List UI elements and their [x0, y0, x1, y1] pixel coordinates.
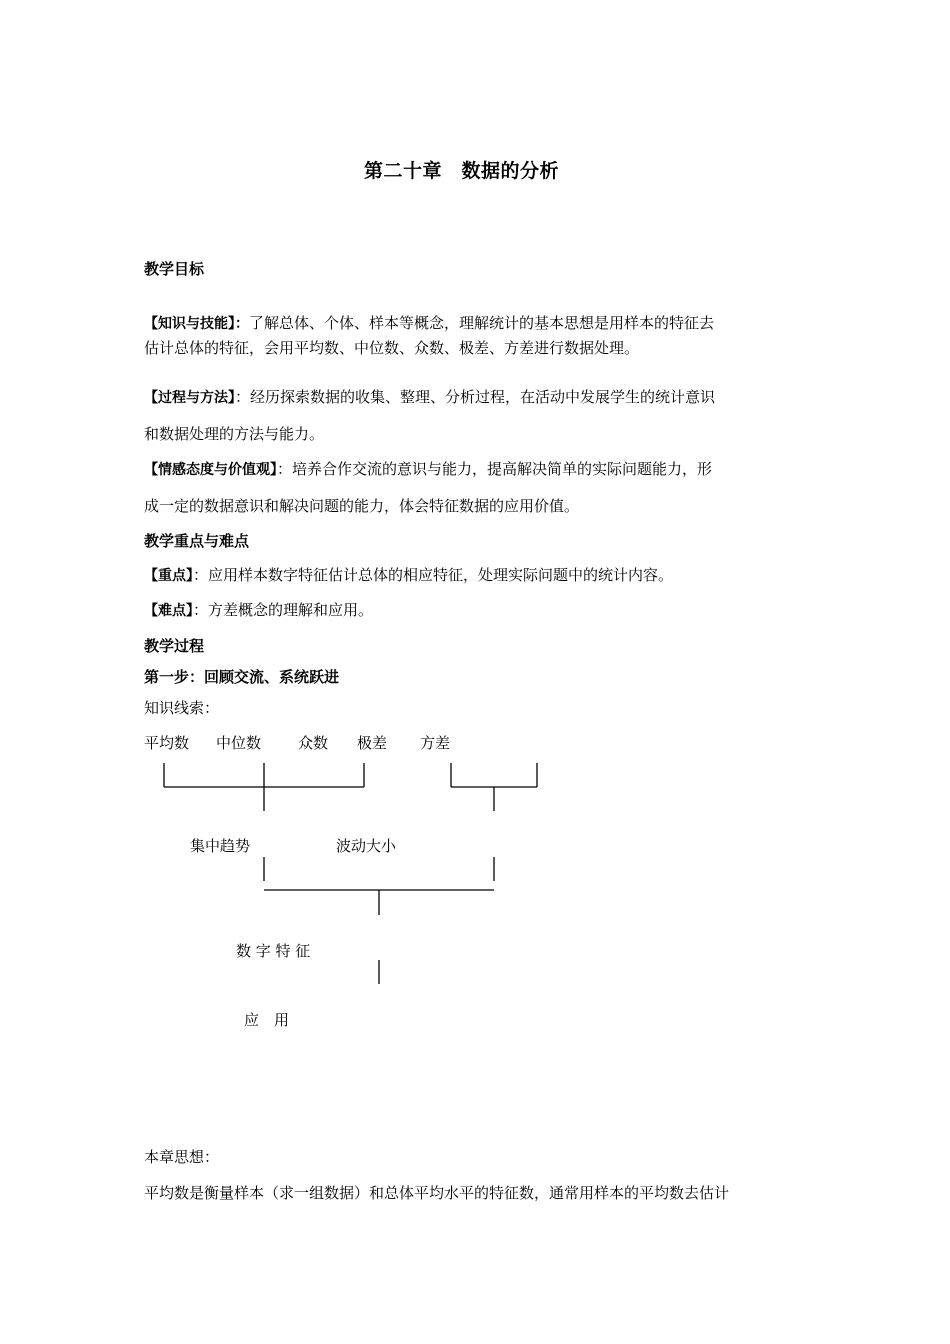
emotion-tag: 【情感态度与价值观】: [144, 462, 277, 478]
process-line1: ：经历探索数据的收集、整理、分析过程，在活动中发展学生的统计意识: [235, 388, 716, 406]
node-range: 极差: [357, 734, 388, 752]
knowledge-line2: 估计总体的特征，会用平均数、中位数、众数、极差、方差进行数据处理。: [144, 339, 640, 357]
difficulty-text: ：方差概念的理解和应用。: [193, 601, 374, 619]
chapter-idea-label: 本章思想：: [144, 1148, 220, 1166]
node-central-tendency: 集中趋势: [190, 837, 251, 855]
node-numeric-features: 数 字 特 征: [236, 942, 311, 960]
page-title: 第二十章 数据的分析: [364, 160, 560, 182]
node-fluctuation: 波动大小: [336, 837, 397, 855]
node-mean: 平均数: [144, 734, 190, 752]
node-median: 中位数: [216, 734, 262, 752]
node-variance: 方差: [420, 734, 451, 752]
objectives-heading: 教学目标: [144, 260, 205, 278]
difficulty-tag: 【难点】: [144, 603, 193, 619]
chapter-idea-text: 平均数是衡量样本（求一组数据）和总体平均水平的特征数，通常用样本的平均数去估计: [144, 1184, 730, 1202]
knowledge-line1: 了解总体、个体、样本等概念，理解统计的基本思想是用样本的特征去: [249, 314, 715, 332]
knowledge-tag: 【知识与技能】：: [144, 316, 249, 332]
key-points-heading: 教学重点与难点: [144, 532, 250, 550]
node-mode: 众数: [298, 734, 329, 752]
node-application: 应 用: [244, 1011, 290, 1029]
process-tag: 【过程与方法】: [144, 390, 235, 406]
emotion-line2: 成一定的数据意识和解决问题的能力，体会特征数据的应用价值。: [144, 497, 580, 515]
focus-tag: 【重点】: [144, 568, 193, 584]
clue-label: 知识线索：: [144, 699, 220, 717]
emotion-line1: ：培养合作交流的意识与能力，提高解决简单的实际问题能力，形: [277, 460, 713, 478]
focus-text: ：应用样本数字特征估计总体的相应特征，处理实际问题中的统计内容。: [193, 566, 674, 584]
process-line2: 和数据处理的方法与能力。: [144, 425, 325, 443]
process-heading: 教学过程: [144, 637, 205, 655]
step1-heading: 第一步：回顾交流、系统跃进: [144, 668, 340, 686]
